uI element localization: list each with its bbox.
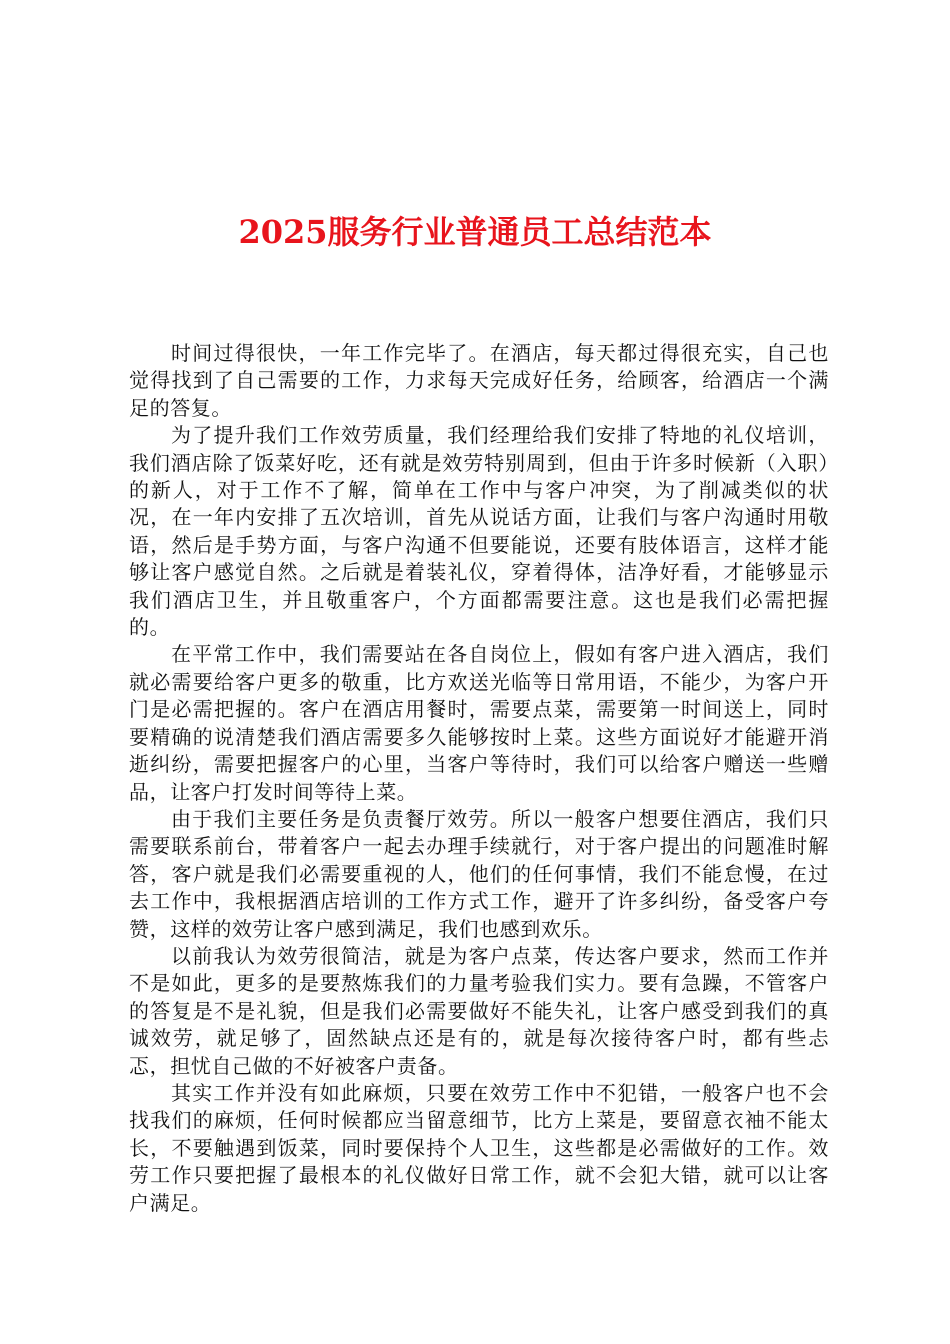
- paragraph-6: 其实工作并没有如此麻烦，只要在效劳工作中不犯错，一般客户也不会找我们的麻烦，任何时候都应当留意细节，比方上菜是，要留意衣袖不能太长，不要触遇到饭菜，同时要保持个人卫生，这些都是必需做好的工作。效劳工作只要把握了最根本的礼仪做好日常工作，就不会犯大错，就可以让客户满足。: [129, 1080, 829, 1215]
- document-title: 2025服务行业普通员工总结范本: [238, 213, 712, 251]
- document-body: [129, 340, 829, 1217]
- paragraph-4: 由于我们主要任务是负责餐厅效劳。所以一般客户想要住酒店，我们只需要联系前台，带着客户一起去办理手续就行，对于客户提出的问题准时解答，客户就是我们必需要重视的人，他们的任何事情，我们不能怠慢，在过去工作中，我根据酒店培训的工作方式工作，避开了许多纠纷，备受客户夸赞，这样的效劳让客户感到满足，我们也感到欢乐。: [129, 806, 829, 941]
- paragraph-1: 时间过得很快，一年工作完毕了。在酒店，每天都过得很充实，自己也觉得找到了自己需要的工作，力求每天完成好任务，给顾客，给酒店一个满足的答复。: [129, 341, 829, 420]
- paragraph-3: 在平常工作中，我们需要站在各自岗位上，假如有客户进入酒店，我们就必需要给客户更多的敬重，比方欢送光临等日常用语，不能少，为客户开门是必需把握的。客户在酒店用餐时，需要点菜，需要第一时间送上，同时要精确的说清楚我们酒店需要多久能够按时上菜。这些方面说好才能避开消逝纠纷，需要把握客户的心里，当客户等待时，我们可以给客户赠送一些赠品，让客户打发时间等待上菜。: [129, 642, 829, 804]
- paragraph-2: 为了提升我们工作效劳质量，我们经理给我们安排了特地的礼仪培训，我们酒店除了饭菜好吃，还有就是效劳特别周到，但由于许多时候新（入职）的新人，对于工作不了解，简单在工作中与客户冲突，为了削减类似的状况，在一年内安排了五次培训，首先从说话方面，让我们与客户沟通时用敬语，然后是手势方面，与客户沟通不但要能说，还要有肢体语言，这样才能够让客户感觉自然。之后就是着装礼仪，穿着得体，洁净好看，才能够显示我们酒店卫生，并且敬重客户，个方面都需要注意。这也是我们必需把握的。: [129, 423, 829, 640]
- paragraph-5: 以前我认为效劳很简洁，就是为客户点菜，传达客户要求，然而工作并不是如此，更多的是要熬炼我们的力量考验我们实力。要有急躁，不管客户的答复是不是礼貌，但是我们必需要做好不能失礼，让客户感受到我们的真诚效劳，就足够了，固然缺点还是有的，就是每次接待客户时，都有些忐忑，担忧自己做的不好被客户责备。: [129, 943, 829, 1078]
